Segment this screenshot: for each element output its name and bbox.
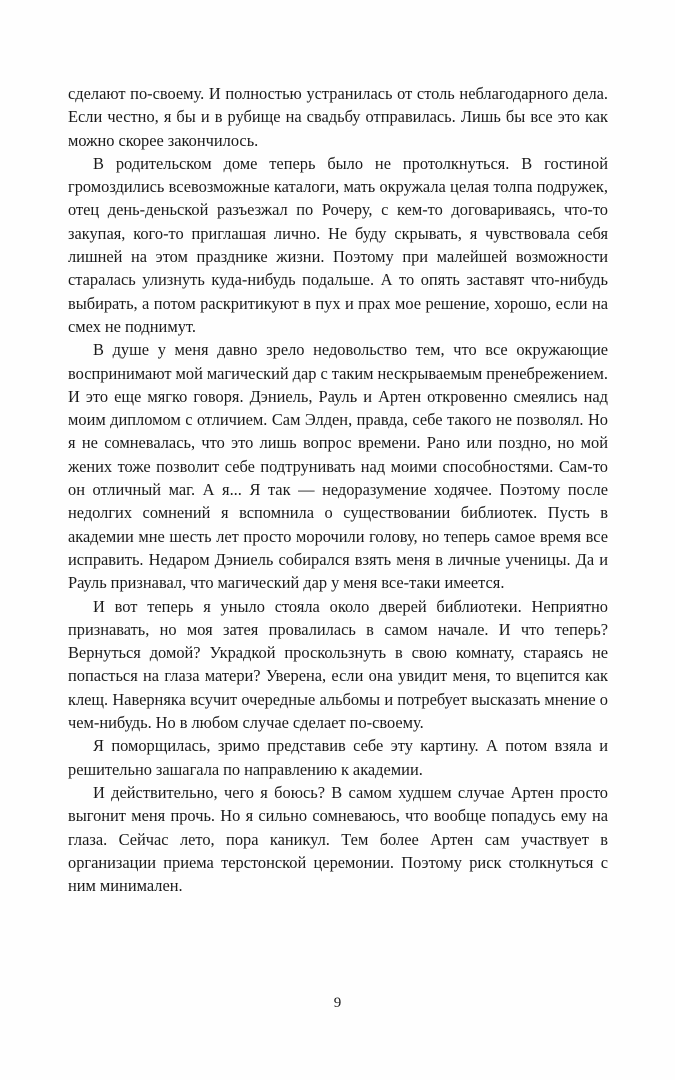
paragraph: сделают по‑своему. И полностью устранилась от столь неблагодарного дела. Если честно, я бы и в рубище на свадьбу отправилась. Лишь бы все это как можно скорее закончилось. [68, 84, 608, 150]
paragraph: В родительском доме теперь было не протолкнуться. В гостиной громоздились всевозможные каталоги, мать окружала целая толпа подружек, отец день‑деньской разъезжал по Рочеру, с кем‑то договариваясь, что‑то закупая, кого‑то приглашая лично. Не буду скрывать, я чувствовала себя лишней на этом празднике жизни. Поэтому при малейшей возможности старалась улизнуть куда‑нибудь подальше. А то опять заставят что‑нибудь выбирать, а потом раскритикуют в пух и прах мое решение, хорошо, если на смех не поднимут. [68, 153, 608, 336]
paragraph: В душе у меня давно зрело недовольство тем, что все окружающие воспринимают мой магический дар с таким нескрываемым пренебрежением. И это еще мягко говоря. Дэниель, Рауль и Артен откровенно смеялись над моим дипломом с отличием. Сам Элден, правда, себе такого не позволял. Но я не сомневалась, что это лишь вопрос времени. Рано или поздно, но мой жених тоже позволит себе подтрунивать над моими способностями. Сам‑то он отличный маг. А я... Я так — недоразумение ходячее. Поэтому после недолгих сомнений я вспомнила о существовании библиотек. Пусть в академии мне шесть лет просто морочили голову, но теперь самое время все исправить. Недаром Дэниель собирался взять меня в личные ученицы. Да и Рауль признавал, что магический дар у меня все‑таки имеется. [68, 340, 608, 593]
body-text-column [68, 82, 608, 897]
paragraph: И действительно, чего я боюсь? В самом худшем случае Артен просто выгонит меня прочь. Но я сильно сомневаюсь, что вообще попадусь ему на глаза. Сейчас лето, пора каникул. Тем более Артен сам участвует в организации приема терстонской церемонии. Поэтому риск столкнуться с ним минимален. [68, 782, 608, 896]
page-number: 9 [333, 995, 342, 1011]
paragraph: Я поморщилась, зримо представив себе эту картину. А потом взяла и решительно зашагала по направлению к академии. [68, 736, 608, 779]
paragraph: И вот теперь я уныло стояла около дверей библиотеки. Неприятно признавать, но моя затея провалилась в самом начале. И что теперь? Вернуться домой? Украдкой проскользнуть в свою комнату, стараясь не попасться на глаза матери? Уверена, если она увидит меня, то вцепится как клещ. Наверняка всучит очередные альбомы и потребует высказать мнение о чем‑нибудь. Но в любом случае сделает по‑своему. [68, 596, 608, 733]
